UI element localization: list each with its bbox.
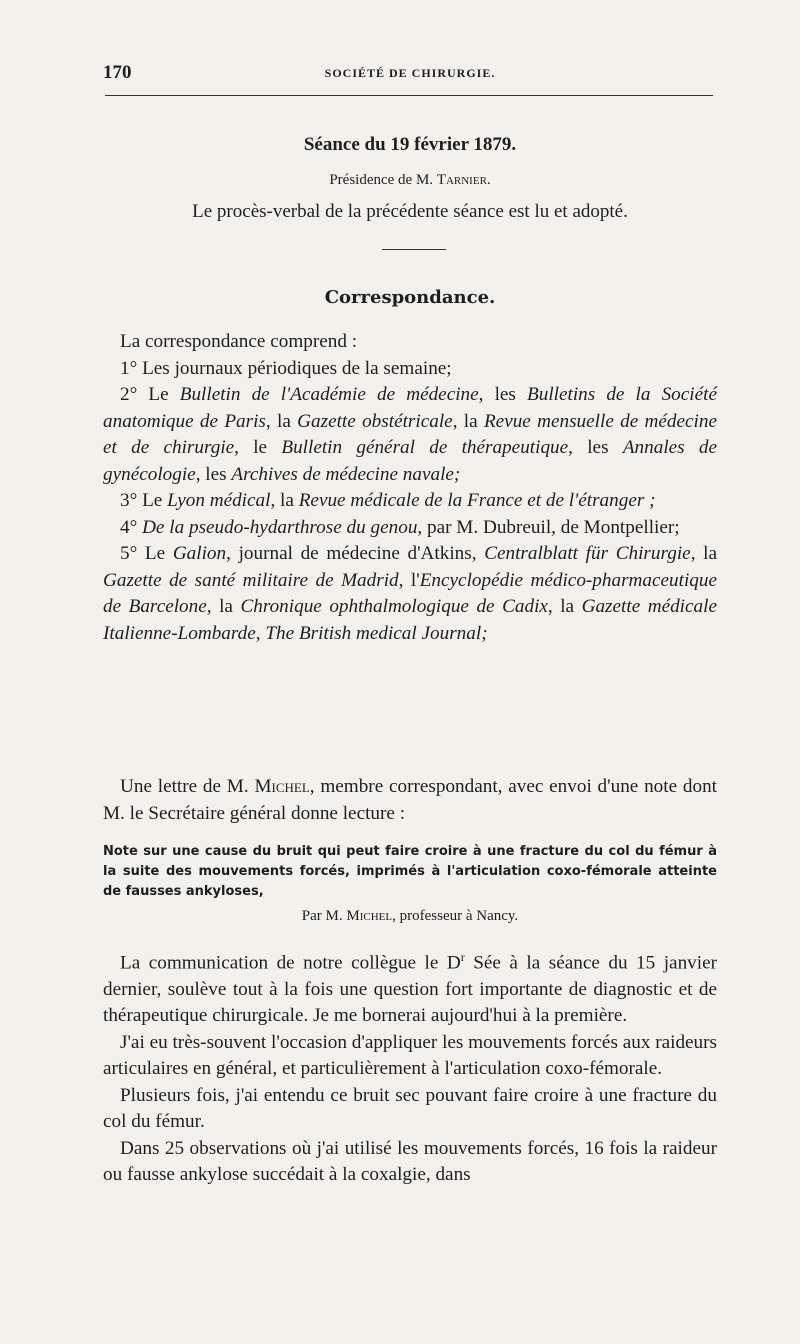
italic-title: Gazette médicale Italienne-Lombarde [103, 596, 717, 644]
presidence-prefix: Présidence de M. [329, 172, 437, 188]
italic-title: Centralblatt für Chirurgie [484, 543, 691, 564]
session-title: Séance du 19 février 1879. [303, 134, 517, 155]
correspondance-item-4 [103, 515, 717, 542]
correspondance-item-1: 1° Les journaux périodiques de la semaine; [120, 357, 452, 379]
text-run: 2° Le [120, 384, 180, 405]
note-author-suffix: , professeur à Nancy. [392, 908, 519, 924]
text-run: , les [568, 437, 623, 458]
correspondance-intro: La correspondance comprend : [120, 331, 358, 352]
text-run: 5° Le [120, 543, 173, 564]
correspondance-item-3 [103, 488, 717, 515]
italic-title: De la pseudo-hydarthrose du genou [142, 516, 418, 538]
italic-title: Galion [172, 543, 227, 564]
italic-title: Bulletins de la Société anatomique de Paris [103, 384, 717, 432]
text-run: , par M. Dubreuil, de Montpellier; [417, 516, 680, 538]
text-run: , membre correspondant, avec envoi d'une note dont M. le Secrétaire général donne lecture : [103, 776, 717, 824]
letter-paragraph [103, 774, 717, 827]
note-author-prefix: Par M. [301, 908, 347, 924]
italic-title: Gazette de santé militaire de Madrid [103, 569, 399, 591]
italic-title: Gazette obstétricale [297, 410, 453, 432]
body-paragraph-4: Dans 25 observations où j'ai utilisé les mouvements forcés, 16 fois la raideur ou fausse ankylose succédait à la coxalgie, dans [103, 1137, 717, 1186]
text-run: , la [452, 410, 484, 432]
presidence-name: Tarnier [436, 172, 487, 188]
letter-text [103, 774, 717, 827]
minutes-statement: Le procès-verbal de la précédente séance est lu et adopté. [192, 201, 628, 222]
text-run: , le [234, 437, 282, 458]
italic-title: The British medical Journal; [265, 622, 488, 644]
text-run: , la [690, 543, 717, 564]
text-run: , l' [398, 569, 420, 591]
text-run: , la [270, 490, 299, 511]
header-rule [105, 95, 713, 96]
small-caps-name: Michel [254, 776, 310, 797]
note-title: Note sur une cause du bruit qui peut faire croire à une fracture du col du fémur à la suite des mouvements forcés, imprimés à l'articulation coxo-fémorale atteinte de fausses ankyloses, [103, 844, 717, 899]
body-p1-sup: r [460, 950, 465, 964]
text-run: , les [478, 384, 528, 405]
text-run: , [255, 622, 266, 644]
italic-title: Encyclopédie médico-pharmaceutique de Barcelone [103, 569, 718, 617]
correspondance-item-5 [103, 541, 717, 647]
text-run: Une lettre de M. [120, 776, 255, 797]
italic-title: Annales de gynécologie [103, 437, 717, 485]
note-author [103, 908, 717, 925]
text-run: , les [195, 463, 232, 485]
italic-title: Chronique ophthalmologique de Cadix [240, 596, 548, 617]
body-paragraph-3: Plusieurs fois, j'ai entendu ce bruit sec pouvant faire croire à une fracture du col du fémur. [103, 1084, 717, 1133]
page-header [103, 62, 717, 86]
text-run: , journal de médecine d'Atkins, [226, 543, 485, 564]
correspondance-item-2 [103, 382, 717, 488]
body-paragraph-2: J'ai eu très-souvent l'occasion d'appliquer les mouvements forcés aux raideurs articulaires en général, et particulièrement à l'articulation coxo-fémorale. [103, 1031, 718, 1080]
note-body [103, 944, 717, 1189]
correspondance-list [103, 329, 717, 647]
text-run: 4° [120, 516, 143, 538]
italic-title: Lyon médical [167, 490, 271, 511]
body-p1-start: La communication de notre collègue le D [120, 952, 461, 974]
note-author-name: Michel [346, 908, 393, 924]
body-p1-end: Sée à la séance du 15 janvier dernier, soulève tout à la fois une question fort importante de diagnostic et de thérapeutique chirurgicale. Je me bornerai aujourd'hui à la première. [103, 952, 717, 1027]
body-paragraph-1 [103, 944, 717, 1030]
italic-title: Bulletin de l'Académie de médecine [179, 384, 479, 405]
text-run: 3° Le [120, 490, 168, 511]
text-run: , la [547, 596, 582, 617]
italic-title: Revue médicale de la France et de l'étranger ; [298, 490, 656, 511]
italic-title: Archives de médecine navale; [231, 463, 461, 485]
text-run: , la [265, 410, 298, 432]
section-title: Correspondance. [324, 287, 496, 308]
italic-title: Revue mensuelle de médecine et de chirurgie [103, 410, 718, 458]
presidence-suffix: . [486, 172, 491, 188]
presidence-line [103, 172, 717, 189]
running-title: SOCIÉTÉ DE CHIRURGIE. [324, 66, 496, 80]
section-divider [382, 249, 446, 250]
page-number: 170 [103, 62, 132, 83]
text-run: , la [206, 596, 241, 617]
italic-title: Bulletin général de thérapeutique [281, 437, 569, 458]
